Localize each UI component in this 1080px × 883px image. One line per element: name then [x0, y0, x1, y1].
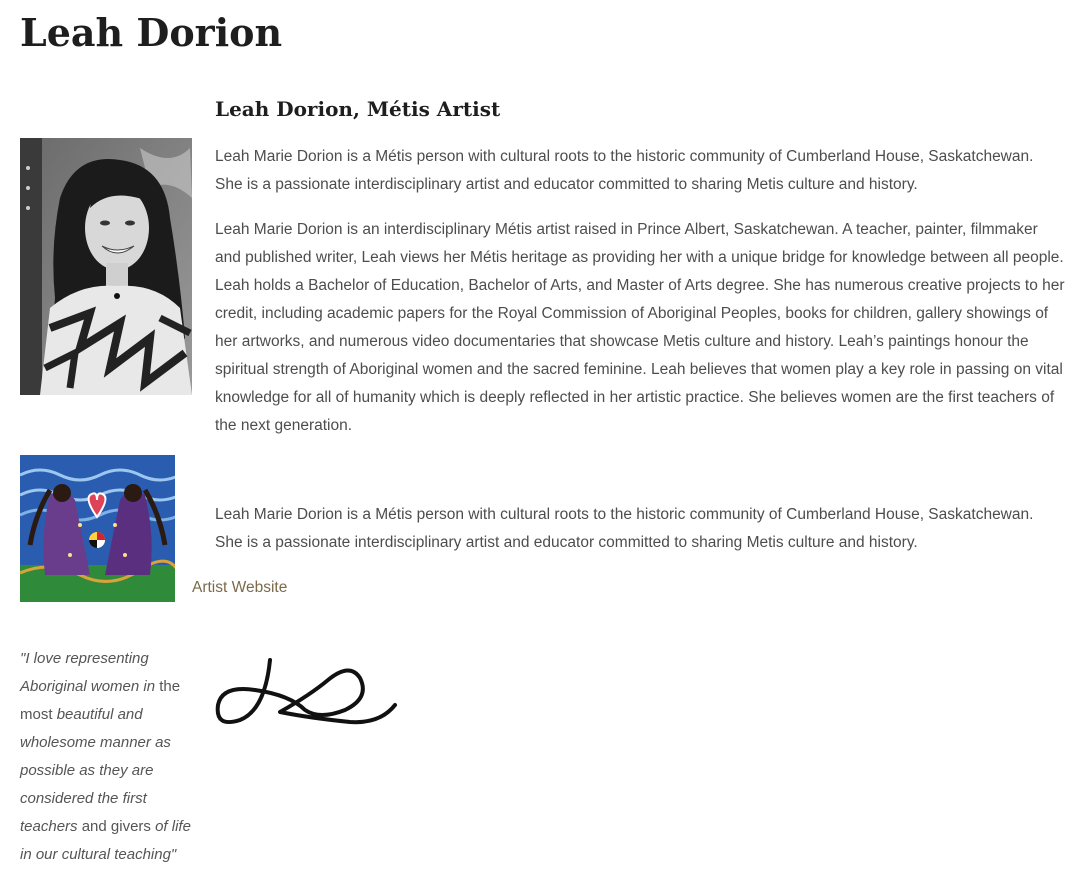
- intro-paragraph: Leah Marie Dorion is a Métis person with cultural roots to the historic community of Cumberland House, Saskatchewan. She is a passionate interdisciplinary artist and educator committed to sharing Metis culture and history.: [215, 148, 1034, 193]
- artist-website-link[interactable]: Artist Website: [192, 579, 288, 596]
- painting-image: [20, 455, 175, 602]
- quote-part: beautiful and wholesome manner as possible as they are considered the first teachers: [20, 706, 171, 835]
- quote-part: of life in our cultural teaching": [20, 818, 191, 863]
- signature-image: [210, 650, 410, 740]
- quote-part: "I love representing Aboriginal women in: [20, 650, 156, 695]
- bio-paragraph: Leah Marie Dorion is an interdisciplinary Métis artist raised in Prince Albert, Saskatchewan. A teacher, painter, filmmaker and published writer, Leah views her Métis heritage as providing her with a unique bridge for knowledge between all people. Leah holds a Bachelor of Education, Bachelor of Arts, and Master of Arts degree. She has numerous creative projects to her credit, including academic papers for the Royal Commission of Aboriginal Peoples, books for children, gallery showings of her artworks, and numerous video documentaries that showcase Metis culture and history. Leah’s paintings honour the spiritual strength of Aboriginal women and the sacred feminine. Leah believes that women play a key role in passing on vital knowledge for all of humanity which is deeply reflected in her artistic practice. She believes women are the first teachers of the next generation.: [215, 221, 1065, 434]
- artist-quote: [20, 645, 195, 869]
- summary-paragraph: Leah Marie Dorion is a Métis person with cultural roots to the historic community of Cumberland House, Saskatchewan. She is a passionate interdisciplinary artist and educator committed to sharing Metis culture and history.: [215, 506, 1034, 551]
- page-title: Leah Dorion: [20, 10, 283, 55]
- quote-part: the most: [20, 678, 181, 723]
- quote-part: and givers: [77, 818, 156, 835]
- portrait-photo: [20, 138, 192, 395]
- section-heading: Leah Dorion, Métis Artist: [215, 97, 501, 121]
